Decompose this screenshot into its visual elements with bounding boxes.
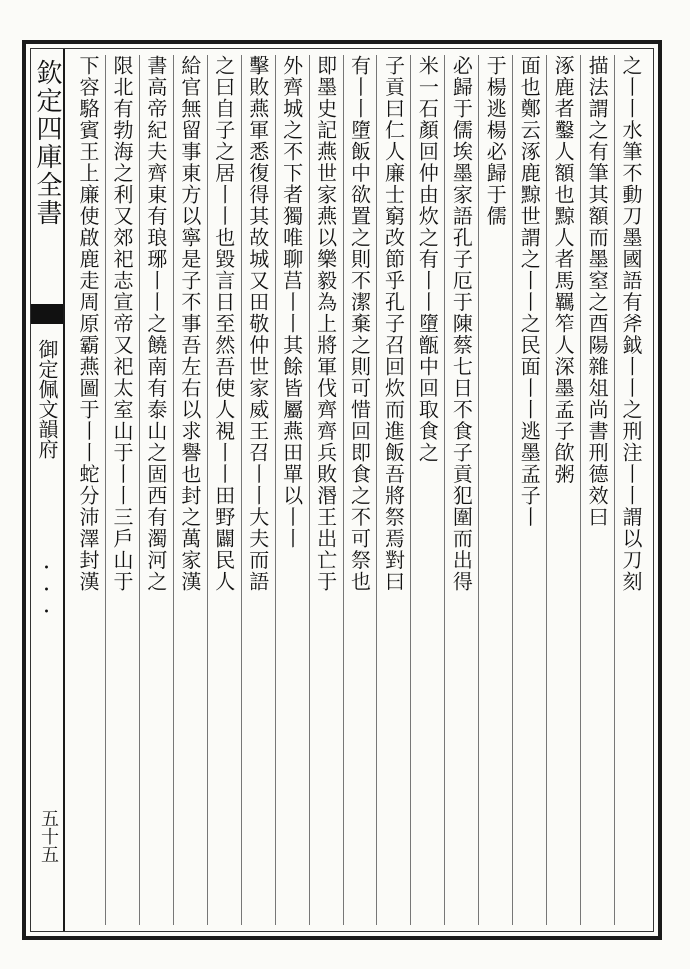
page-gutter	[31, 49, 65, 931]
gutter-dots: ・・・	[36, 559, 55, 625]
text-column: 子貢曰仁人廉士窮改節乎孔子召回炊而進飯吾將祭焉對曰	[376, 55, 409, 925]
text-column: 之曰自子之居丨丨也毀言日至然吾使人視丨丨田野闢民人	[207, 55, 240, 925]
text-column: 于楊逃楊必歸于儒	[478, 55, 511, 925]
text-column: 給官無留事東方以寧是子不事吾左右以求譽也封之萬家漢	[173, 55, 206, 925]
text-column: 下容駱賓王上廉使啟鹿走周原霸燕圖于丨丨蛇分沛澤封漢	[76, 55, 100, 593]
text-column: 外齊城之不下者獨唯聊莒丨丨其餘皆屬燕田單以丨丨	[275, 55, 308, 925]
text-column: 米一石顏回仲由炊之有丨丨墮甑中回取食之	[410, 55, 443, 925]
book-subtitle: 御定佩文韻府	[35, 339, 59, 459]
text-column: 之丨丨水筆不動刀墨國語有斧鉞丨丨之刑注丨丨謂以刀刻	[614, 55, 647, 925]
text-body	[71, 55, 647, 925]
text-column: 擊敗燕軍悉復得其故城又田敬仲世家威王召丨丨大夫而語	[241, 55, 274, 925]
text-column: 必歸于儒埃墨家語孔子厄于陳蔡七日不食子貢犯圍而出得	[444, 55, 477, 925]
text-column: 即墨史記燕世家燕以樂毅為上將軍伐齊齊兵敗湣王出亡于	[309, 55, 342, 925]
page-frame	[22, 40, 662, 940]
text-column: 有丨丨墮飯中欲置之則不潔棄之則可惜回即食之不可祭也	[343, 55, 376, 925]
text-column: 涿鹿者鑿人額也黥人者馬羈笮人深墨孟子欿粥	[546, 55, 579, 925]
page-number: 五十五	[38, 809, 59, 863]
book-title: 欽定四庫全書	[32, 59, 62, 227]
page-frame-inner	[30, 48, 654, 932]
text-column: 面也鄭云涿鹿黥世謂之丨丨之民面丨丨逃墨孟子丨	[512, 55, 545, 925]
fishtail-marker	[31, 304, 63, 324]
text-column: 書高帝紀夫齊東有琅琊丨丨之饒南有泰山之固西有濁河之	[139, 55, 172, 925]
text-column: 描法謂之有筆其額而墨窒之酉陽雜俎尚書刑德效曰	[580, 55, 613, 925]
text-column: 限北有勃海之利又郊祀志宣帝又祀太室山于丨丨三戶山于	[105, 55, 138, 925]
